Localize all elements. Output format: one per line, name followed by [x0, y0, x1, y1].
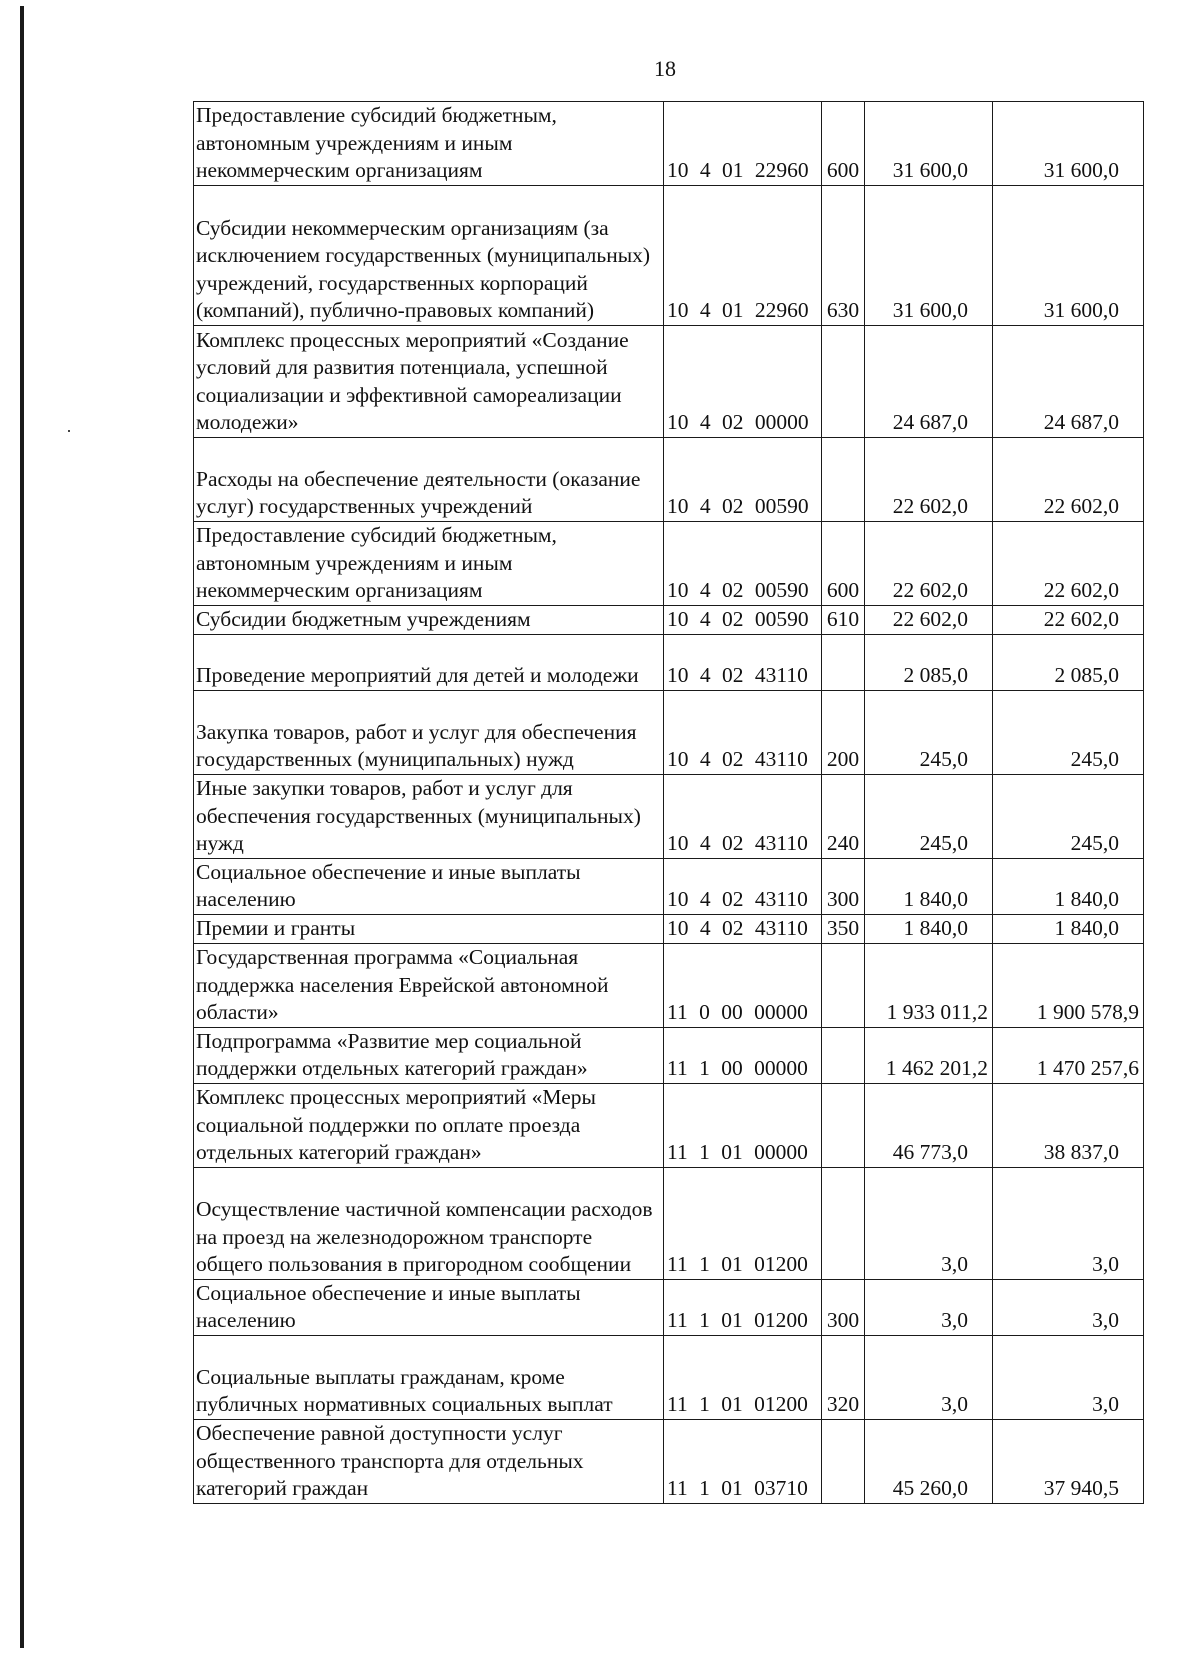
row-name: Социальное обеспечение и иные выплаты населению [194, 1279, 664, 1335]
row-expense-type: 200 [822, 690, 865, 774]
row-amount-1: 31 600,0 [865, 185, 993, 325]
row-name: Комплекс процессных мероприятий «Создание условий для развития потенциала, успешной социализации и эффективной самореализации молодежи» [194, 325, 664, 437]
row-code: 11 1 00 00000 [664, 1027, 822, 1083]
row-amount-2: 22 602,0 [993, 437, 1144, 521]
table-row [194, 185, 1144, 325]
row-expense-type: 320 [822, 1335, 865, 1419]
row-amount-2: 1 840,0 [993, 858, 1144, 914]
row-code: 11 1 01 00000 [664, 1083, 822, 1167]
scan-speck [68, 430, 70, 432]
row-amount-1: 22 602,0 [865, 437, 993, 521]
table-row [194, 858, 1144, 914]
row-code: 10 4 02 43110 [664, 690, 822, 774]
row-expense-type [822, 1419, 865, 1503]
row-amount-1: 3,0 [865, 1279, 993, 1335]
row-name: Обеспечение равной доступности услуг общественного транспорта для отдельных категорий граждан [194, 1419, 664, 1503]
table-row [194, 1027, 1144, 1083]
table-row [194, 943, 1144, 1027]
row-code: 10 4 01 22960 [664, 185, 822, 325]
row-amount-2: 1 900 578,9 [993, 943, 1144, 1027]
row-code: 10 4 02 43110 [664, 774, 822, 858]
row-amount-2: 3,0 [993, 1167, 1144, 1279]
row-amount-2: 1 470 257,6 [993, 1027, 1144, 1083]
table-row [194, 1167, 1144, 1279]
row-amount-1: 245,0 [865, 774, 993, 858]
row-name: Подпрограмма «Развитие мер социальной поддержки отдельных категорий граждан» [194, 1027, 664, 1083]
table-row [194, 1083, 1144, 1167]
row-amount-2: 22 602,0 [993, 605, 1144, 634]
row-code: 11 1 01 03710 [664, 1419, 822, 1503]
budget-table [193, 101, 1144, 1504]
row-amount-2: 245,0 [993, 774, 1144, 858]
row-amount-1: 1 840,0 [865, 858, 993, 914]
row-expense-type: 600 [822, 521, 865, 605]
table-row [194, 102, 1144, 186]
row-name: Премии и гранты [194, 914, 664, 943]
row-code: 11 1 01 01200 [664, 1167, 822, 1279]
row-name: Предоставление субсидий бюджетным, автономным учреждениям и иным некоммерческим организациям [194, 102, 664, 186]
row-expense-type: 300 [822, 858, 865, 914]
row-expense-type: 610 [822, 605, 865, 634]
row-name: Осуществление частичной компенсации расходов на проезд на железнодорожном транспорте общего пользования в пригородном сообщении [194, 1167, 664, 1279]
row-code: 10 4 02 00590 [664, 437, 822, 521]
row-amount-2: 2 085,0 [993, 634, 1144, 690]
row-expense-type: 300 [822, 1279, 865, 1335]
table-row [194, 1279, 1144, 1335]
row-amount-1: 1 933 011,2 [865, 943, 993, 1027]
table-row [194, 774, 1144, 858]
scan-binding-edge [20, 6, 24, 1648]
row-code: 11 1 01 01200 [664, 1279, 822, 1335]
row-code: 10 4 02 00000 [664, 325, 822, 437]
table-row [194, 325, 1144, 437]
row-expense-type [822, 1027, 865, 1083]
row-amount-2: 22 602,0 [993, 521, 1144, 605]
row-code: 10 4 02 43110 [664, 914, 822, 943]
row-name: Проведение мероприятий для детей и молодежи [194, 634, 664, 690]
row-amount-1: 245,0 [865, 690, 993, 774]
table-row [194, 914, 1144, 943]
row-amount-1: 24 687,0 [865, 325, 993, 437]
row-name: Иные закупки товаров, работ и услуг для обеспечения государственных (муниципальных) нужд [194, 774, 664, 858]
row-name: Комплекс процессных мероприятий «Меры социальной поддержки по оплате проезда отдельных категорий граждан» [194, 1083, 664, 1167]
row-amount-1: 45 260,0 [865, 1419, 993, 1503]
row-name: Предоставление субсидий бюджетным, автономным учреждениям и иным некоммерческим организациям [194, 521, 664, 605]
row-name: Социальные выплаты гражданам, кроме публичных нормативных социальных выплат [194, 1335, 664, 1419]
table-row [194, 1335, 1144, 1419]
row-amount-1: 2 085,0 [865, 634, 993, 690]
row-amount-1: 31 600,0 [865, 102, 993, 186]
row-name: Субсидии некоммерческим организациям (за исключением государственных (муниципальных) учреждений, государственных корпораций (компаний), публично-правовых компаний) [194, 185, 664, 325]
row-code: 10 4 02 43110 [664, 858, 822, 914]
row-amount-1: 3,0 [865, 1167, 993, 1279]
row-amount-2: 3,0 [993, 1335, 1144, 1419]
table-row [194, 605, 1144, 634]
row-expense-type [822, 943, 865, 1027]
row-amount-2: 38 837,0 [993, 1083, 1144, 1167]
row-code: 11 1 01 01200 [664, 1335, 822, 1419]
row-expense-type: 240 [822, 774, 865, 858]
row-amount-2: 31 600,0 [993, 185, 1144, 325]
row-code: 10 4 02 43110 [664, 634, 822, 690]
table-row [194, 690, 1144, 774]
table-row [194, 521, 1144, 605]
table-row [194, 437, 1144, 521]
row-name: Государственная программа «Социальная поддержка населения Еврейской автономной области» [194, 943, 664, 1027]
row-amount-1: 1 840,0 [865, 914, 993, 943]
row-expense-type: 630 [822, 185, 865, 325]
row-expense-type [822, 325, 865, 437]
row-expense-type [822, 1083, 865, 1167]
row-amount-2: 37 940,5 [993, 1419, 1144, 1503]
row-code: 10 4 02 00590 [664, 521, 822, 605]
page-number: 18 [654, 56, 676, 81]
row-expense-type [822, 1167, 865, 1279]
row-amount-1: 22 602,0 [865, 521, 993, 605]
row-code: 10 4 02 00590 [664, 605, 822, 634]
row-expense-type: 350 [822, 914, 865, 943]
row-amount-1: 3,0 [865, 1335, 993, 1419]
row-amount-1: 22 602,0 [865, 605, 993, 634]
row-amount-1: 1 462 201,2 [865, 1027, 993, 1083]
row-name: Субсидии бюджетным учреждениям [194, 605, 664, 634]
table-row [194, 634, 1144, 690]
row-amount-2: 31 600,0 [993, 102, 1144, 186]
table-row [194, 1419, 1144, 1503]
row-name: Закупка товаров, работ и услуг для обеспечения государственных (муниципальных) нужд [194, 690, 664, 774]
row-expense-type [822, 634, 865, 690]
row-amount-2: 245,0 [993, 690, 1144, 774]
row-code: 10 4 01 22960 [664, 102, 822, 186]
row-amount-1: 46 773,0 [865, 1083, 993, 1167]
row-amount-2: 1 840,0 [993, 914, 1144, 943]
row-expense-type [822, 437, 865, 521]
row-name: Расходы на обеспечение деятельности (оказание услуг) государственных учреждений [194, 437, 664, 521]
row-expense-type: 600 [822, 102, 865, 186]
row-name: Социальное обеспечение и иные выплаты населению [194, 858, 664, 914]
row-amount-2: 24 687,0 [993, 325, 1144, 437]
row-code: 11 0 00 00000 [664, 943, 822, 1027]
row-amount-2: 3,0 [993, 1279, 1144, 1335]
